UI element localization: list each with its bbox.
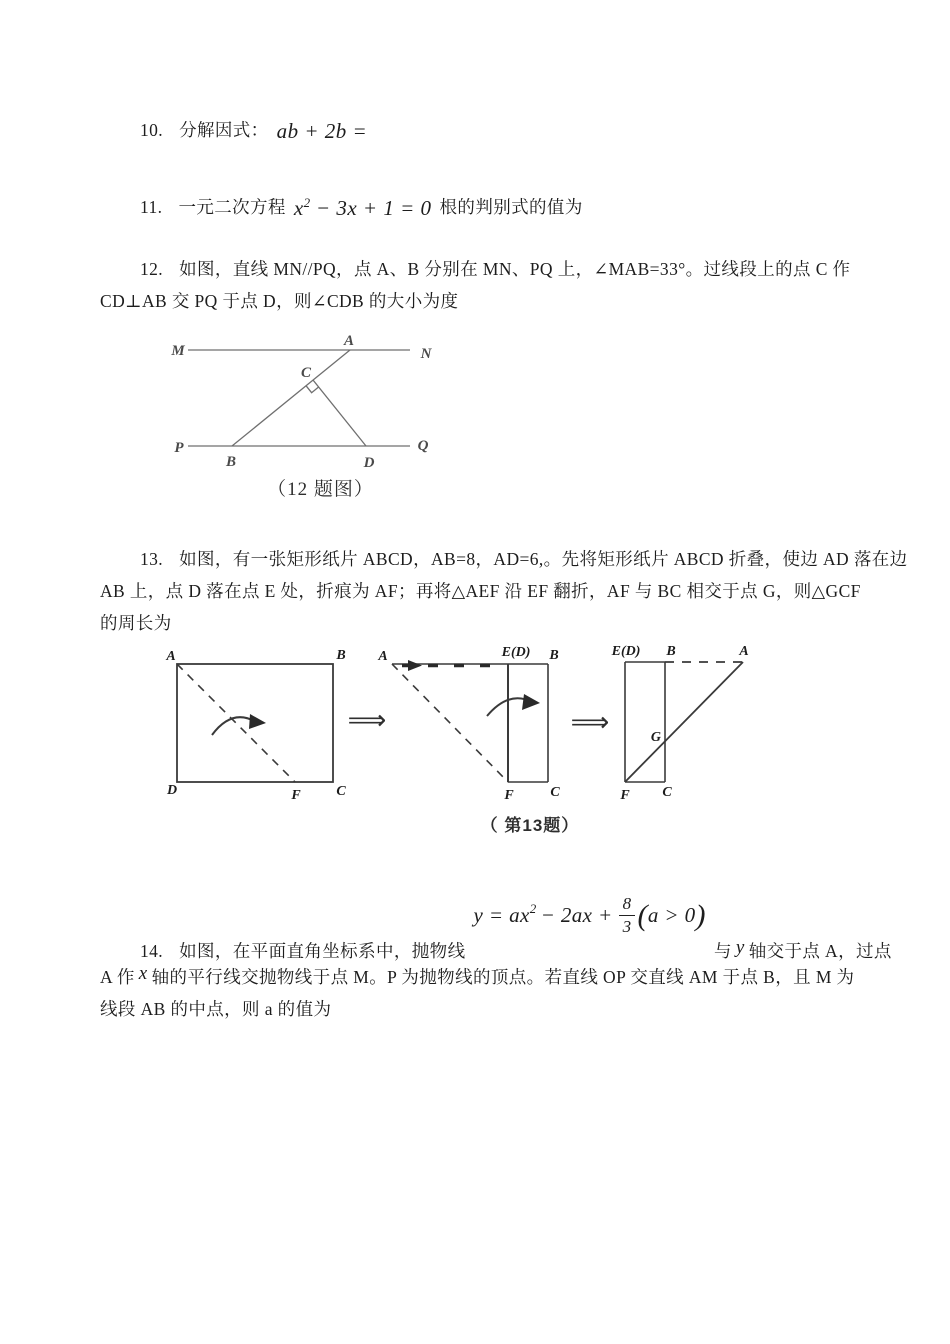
question-11-math-expression (294, 191, 432, 220)
question-11-text-pre: 一元二次方程 (178, 197, 286, 217)
fold-step-3 (625, 662, 743, 782)
fraction-denominator: 3 (622, 916, 632, 936)
question-10-prompt: 分解因式： (179, 120, 269, 140)
question-14-text-3: 线段 AB 的中点，则 a 的值为 (100, 999, 332, 1019)
crease-arrow-head-icon (408, 660, 422, 671)
question-13-text-1: 如图，有一张矩形纸片 ABCD，AB=8，AD=6,。先将矩形纸片 ABCD 折叠，使边 AD 落在边 (179, 549, 908, 569)
figure-13-caption: （ 第13题） (480, 816, 580, 835)
point-label-A: A (343, 333, 355, 349)
point-label-B: B (336, 648, 346, 663)
question-14-text-post: 轴交于点 A，过点 (748, 941, 892, 962)
segment-CD (313, 380, 366, 446)
point-label-F: F (504, 788, 514, 803)
segment-FA (625, 662, 743, 782)
math-variable-x: x (138, 963, 148, 984)
question-10-line (140, 118, 367, 142)
formula-exponent: 2 (529, 901, 537, 917)
point-label-C: C (336, 784, 346, 799)
question-13-text-3: 的周长为 (100, 613, 172, 633)
question-11-line (140, 190, 583, 219)
parabola-formula: y = ax $^2$ − 2ax + $\frac{8}{3}$ ( a > 0 ) (473, 894, 706, 936)
point-label-C: C (662, 785, 672, 800)
implies-arrow-icon: ⟹ (347, 705, 387, 736)
point-label-A: A (739, 644, 749, 659)
question-12-line-2 (100, 289, 458, 313)
point-label-C: C (300, 365, 312, 381)
point-label-M: M (171, 343, 185, 359)
fold-arrow-head-icon (249, 714, 266, 729)
fold-arrow-head-icon (522, 694, 540, 710)
question-13-text-2: AB 上，点 D 落在点 E 处，折痕为 AF；再将△AEF 沿 EF 翻折，AF 与 BC 相交于点 G，则△GCF (100, 581, 861, 601)
fold-line-AF (177, 664, 295, 782)
right-angle-mark (306, 386, 319, 393)
question-12-geometry-figure (160, 330, 445, 475)
question-12-line-1 (140, 257, 850, 281)
point-label-G: G (650, 730, 661, 745)
question-13-number: 13. (140, 549, 164, 569)
segment-AB (232, 350, 350, 446)
question-10-math-expression: ab + 2b = (276, 119, 368, 143)
question-14-line-3 (100, 997, 331, 1021)
math-rest: − 3x + 1 = 0 (315, 196, 432, 220)
question-13-folding-figure (150, 640, 805, 808)
point-label-ED: E(D) (611, 644, 641, 659)
point-label-D: D (166, 783, 178, 798)
question-14-text-mid: 与 (713, 941, 732, 962)
question-14-text-2a: A 作 (100, 967, 135, 987)
question-14-number: 14. (140, 941, 164, 962)
point-label-ED: E(D) (501, 645, 531, 660)
point-label-P: P (174, 440, 184, 456)
question-11-text-post: 根的判别式的值为 (439, 197, 583, 217)
point-label-B: B (666, 644, 676, 659)
formula-lead: y = ax (473, 903, 530, 928)
point-label-D: D (363, 455, 375, 471)
question-13-line-2 (100, 579, 861, 603)
point-label-Q: Q (417, 438, 429, 454)
question-14-text-2b: 轴的平行线交抛物线于点 M。P 为抛物线的顶点。若直线 OP 交直线 AM 于点 B，且 M 为 (151, 967, 855, 987)
question-13-line-1 (140, 547, 908, 571)
figure-12-caption: （12 题图） (267, 479, 374, 500)
point-label-N: N (420, 346, 432, 362)
point-label-A: A (378, 649, 388, 664)
point-label-B: B (549, 648, 559, 663)
question-14-line-1 (140, 894, 892, 963)
question-13-line-3 (100, 611, 172, 635)
implies-arrow-icon: ⟹ (570, 707, 610, 738)
question-10-number: 10. (140, 120, 164, 140)
math-variable-y: y (735, 937, 745, 959)
question-11-number: 11. (140, 197, 163, 217)
point-label-B: B (225, 454, 237, 470)
question-14-line-2 (100, 965, 854, 989)
formula-condition: a > 0 (647, 903, 696, 928)
point-label-F: F (620, 788, 630, 803)
formula-mid: − 2ax + (540, 903, 613, 928)
math-variable: x (293, 196, 304, 220)
question-12-text-1: 如图，直线 MN//PQ，点 A、B 分别在 MN、PQ 上，∠MAB=33°。过线段上的点 C 作 (179, 259, 851, 279)
fraction-numerator: 8 (619, 894, 636, 916)
math-exponent: 2 (303, 195, 311, 210)
fold-line-AF (392, 664, 508, 782)
point-label-A: A (166, 649, 176, 664)
question-12-text-2: CD⊥AB 交 PQ 于点 D，则∠CDB 的大小为度 (100, 291, 459, 311)
fold-step-2 (392, 664, 548, 782)
point-label-C: C (550, 785, 560, 800)
fraction-eight-thirds (619, 894, 636, 936)
question-14-text-1: 如图，在平面直角坐标系中，抛物线 (179, 941, 466, 962)
point-label-F: F (291, 788, 301, 803)
question-12-number: 12. (140, 259, 164, 279)
